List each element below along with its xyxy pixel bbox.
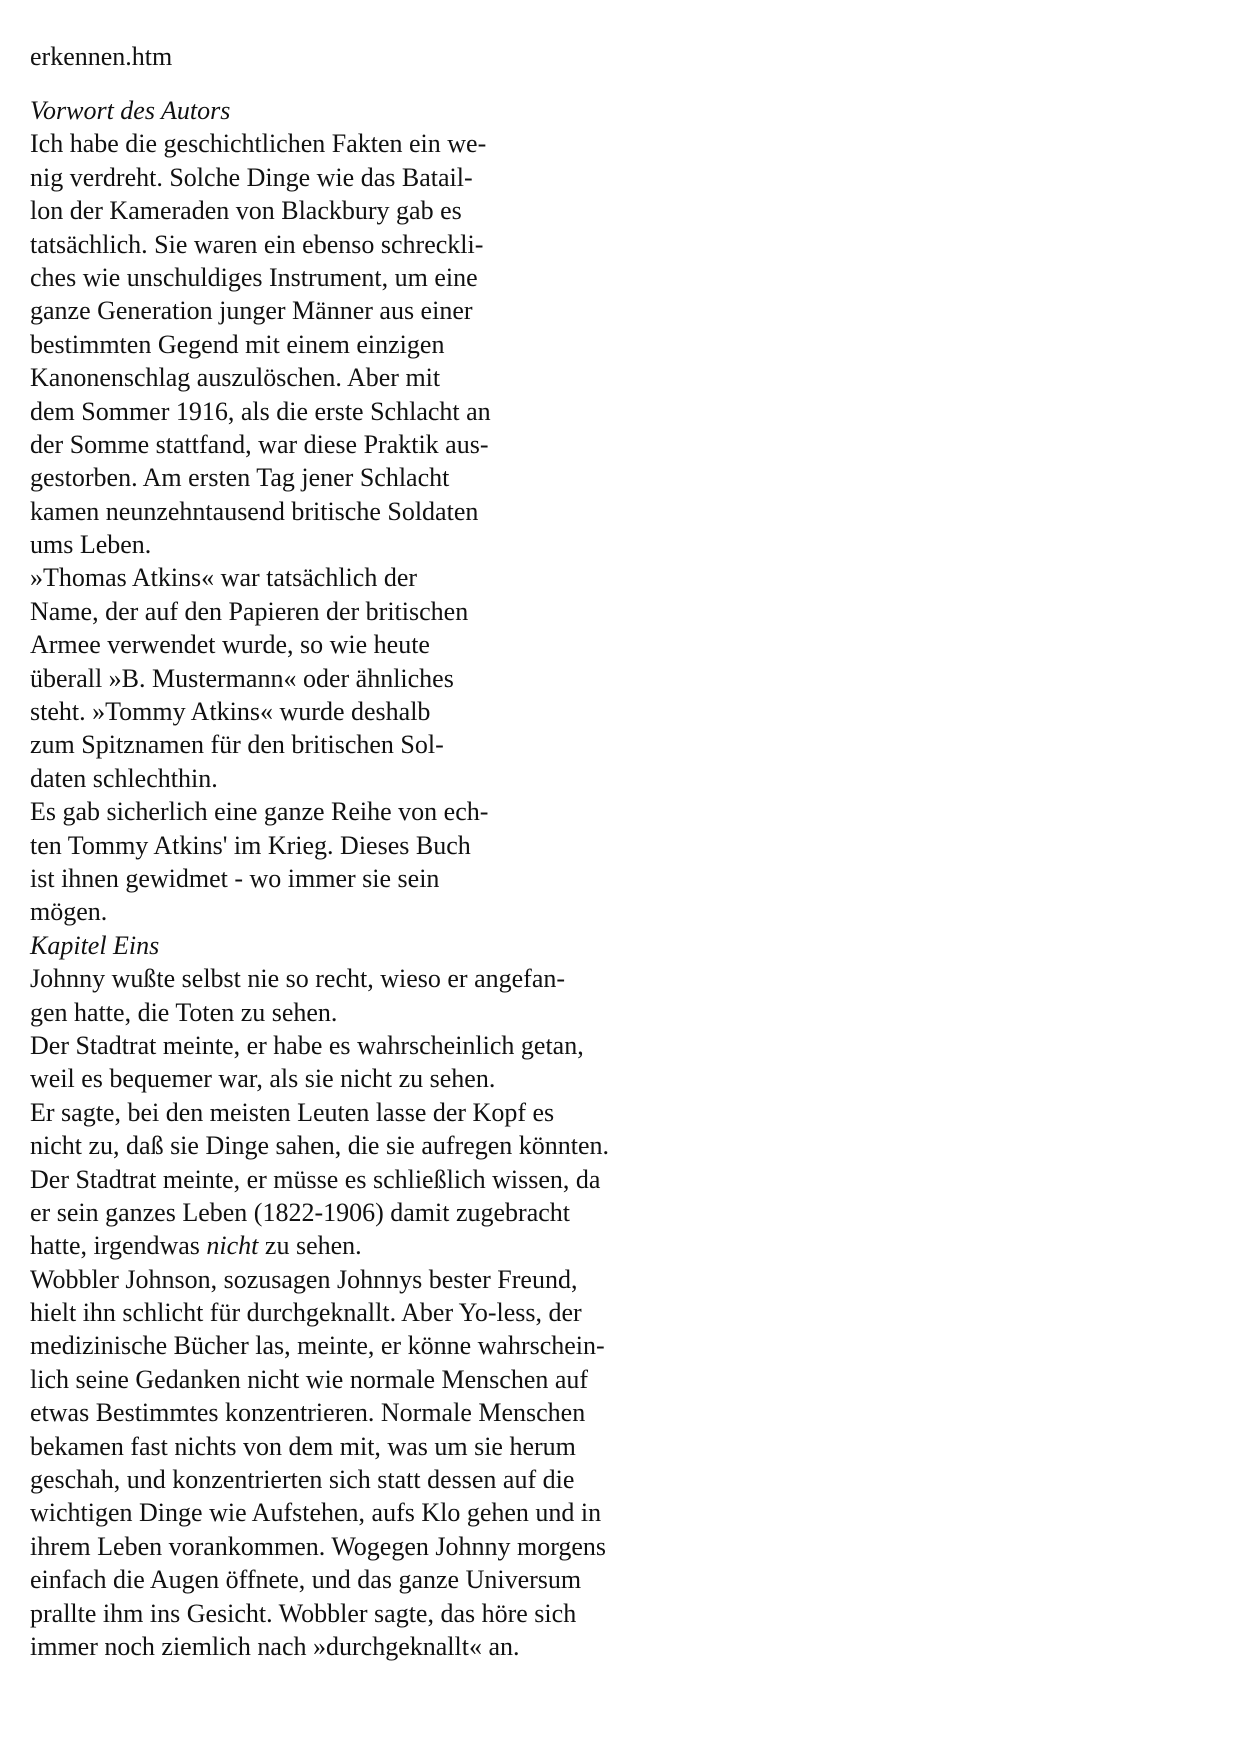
- section-heading: Kapitel Eins: [30, 930, 160, 960]
- text-line: einfach die Augen öffnete, und das ganze Universum: [30, 1565, 582, 1595]
- text-line: immer noch ziemlich nach »durchgeknallt« an.: [30, 1631, 520, 1661]
- text-line: ist ihnen gewidmet - wo immer sie sein: [30, 863, 440, 893]
- text-line: dem Sommer 1916, als die erste Schlacht an: [30, 396, 491, 426]
- text-line: Es gab sicherlich eine ganze Reihe von ech-: [30, 797, 489, 827]
- document-page: [30, 40, 1210, 1663]
- text-line: nicht zu, daß sie Dinge sahen, die sie aufregen könnten.: [30, 1131, 610, 1161]
- text-line: steht. »Tommy Atkins« wurde deshalb: [30, 697, 431, 727]
- text-line: »Thomas Atkins« war tatsächlich der: [30, 563, 418, 593]
- text-line: bekamen fast nichts von dem mit, was um sie herum: [30, 1431, 576, 1461]
- text-line: geschah, und konzentrierten sich statt dessen auf die: [30, 1465, 575, 1495]
- text-line: überall »B. Mustermann« oder ähnliches: [30, 663, 454, 693]
- document-filename: erkennen.htm: [30, 42, 173, 71]
- text-line: lon der Kameraden von Blackbury gab es: [30, 196, 462, 226]
- text-line: gestorben. Am ersten Tag jener Schlacht: [30, 463, 450, 493]
- text-run: zu sehen.: [258, 1231, 362, 1261]
- text-line: ihrem Leben vorankommen. Wogegen Johnny morgens: [30, 1531, 607, 1561]
- text-line: [30, 1229, 1210, 1262]
- text-line: prallte ihm ins Gesicht. Wobbler sagte, das höre sich: [30, 1598, 577, 1628]
- text-line: ten Tommy Atkins' im Krieg. Dieses Buch: [30, 830, 471, 860]
- text-line: wichtigen Dinge wie Aufstehen, aufs Klo gehen und in: [30, 1498, 602, 1528]
- text-line: der Somme stattfand, war diese Praktik aus-: [30, 429, 489, 459]
- text-line: ganze Generation junger Männer aus einer: [30, 296, 473, 326]
- text-line: Der Stadtrat meinte, er habe es wahrscheinlich getan,: [30, 1030, 584, 1060]
- document-body: [30, 94, 1210, 1663]
- text-line: Wobbler Johnson, sozusagen Johnnys bester Freund,: [30, 1264, 578, 1294]
- text-line: zum Spitznamen für den britischen Sol-: [30, 730, 444, 760]
- text-line: mögen.: [30, 897, 108, 927]
- text-line: medizinische Bücher las, meinte, er könne wahrschein-: [30, 1331, 605, 1361]
- text-run: hatte, irgendwas: [30, 1231, 207, 1261]
- text-line: hielt ihn schlicht für durchgeknallt. Aber Yo-less, der: [30, 1298, 582, 1328]
- text-line: Johnny wußte selbst nie so recht, wieso er angefan-: [30, 964, 566, 994]
- section-heading: Vorwort des Autors: [30, 96, 231, 125]
- text-line: bestimmten Gegend mit einem einzigen: [30, 329, 445, 359]
- text-line: gen hatte, die Toten zu sehen.: [30, 997, 338, 1027]
- text-line: tatsächlich. Sie waren ein ebenso schreckli-: [30, 229, 484, 259]
- text-line: ums Leben.: [30, 530, 152, 560]
- text-line: lich seine Gedanken nicht wie normale Menschen auf: [30, 1364, 589, 1394]
- text-line: nig verdreht. Solche Dinge wie das Batail-: [30, 162, 473, 192]
- text-line: Ich habe die geschichtlichen Fakten ein we-: [30, 129, 487, 159]
- text-line: Name, der auf den Papieren der britischen: [30, 596, 469, 626]
- text-line: Er sagte, bei den meisten Leuten lasse der Kopf es: [30, 1097, 555, 1127]
- text-line: daten schlechthin.: [30, 763, 218, 793]
- text-line: ches wie unschuldiges Instrument, um eine: [30, 262, 478, 292]
- text-line: Der Stadtrat meinte, er müsse es schließlich wissen, da: [30, 1164, 601, 1194]
- text-line: Kanonenschlag auszulöschen. Aber mit: [30, 363, 441, 393]
- emphasized-text: nicht: [206, 1231, 259, 1261]
- text-line: etwas Bestimmtes konzentrieren. Normale Menschen: [30, 1398, 586, 1428]
- text-line: Armee verwendet wurde, so wie heute: [30, 630, 430, 660]
- text-line: kamen neunzehntausend britische Soldaten: [30, 496, 479, 526]
- text-line: weil es bequemer war, als sie nicht zu sehen.: [30, 1064, 496, 1094]
- text-line: er sein ganzes Leben (1822-1906) damit zugebracht: [30, 1197, 571, 1227]
